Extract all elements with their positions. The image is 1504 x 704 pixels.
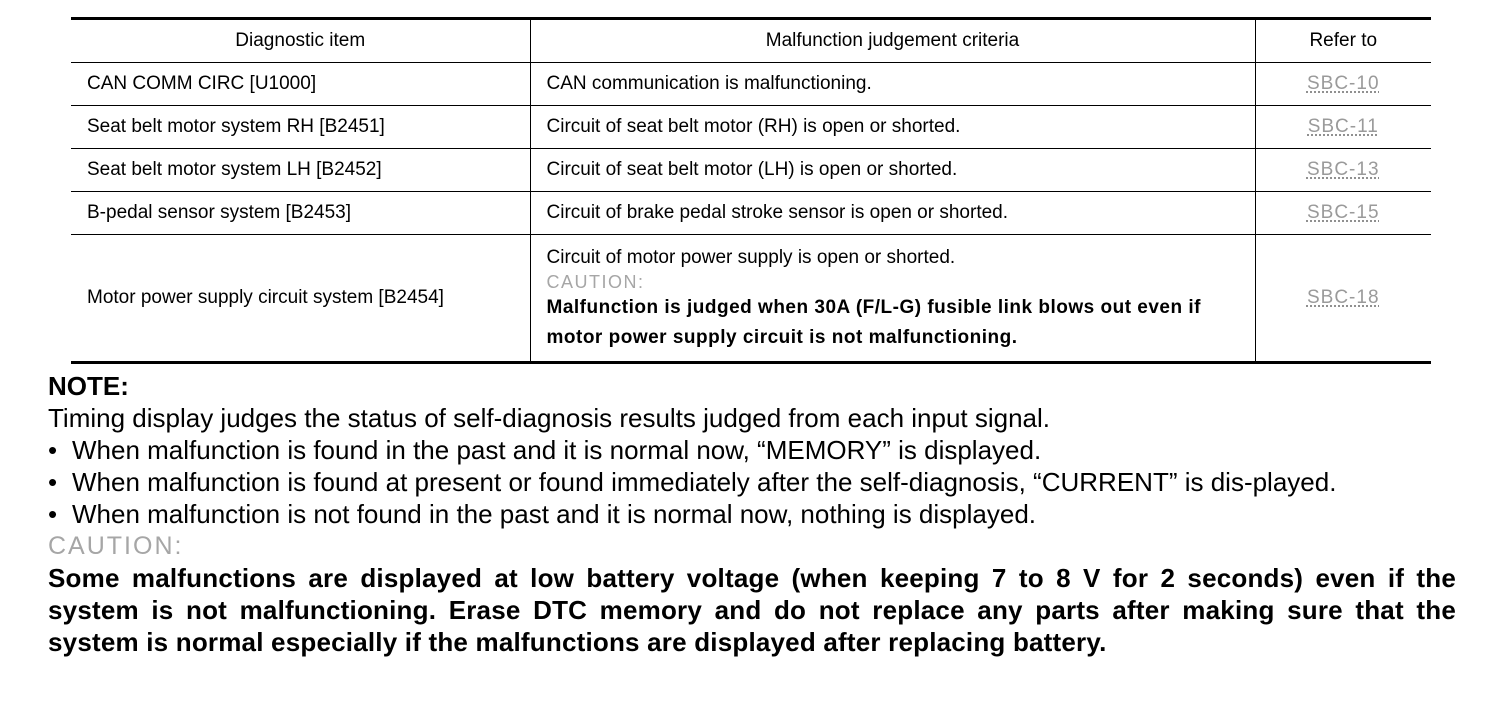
header-judgement-criteria: Malfunction judgement criteria [530, 19, 1255, 63]
caution-text: Some malfunctions are displayed at low battery voltage (when keeping 7 to 8 V for 2 seconds) even if the system is not malfunctioning. Erase DTC memory and do not replace any parts after making sure that the system is normal especially if the malfunctions are displayed after replacing battery. [48, 563, 1456, 657]
bullet-icon: • [48, 467, 58, 497]
bullet-text: When malfunction is not found in the past and it is normal now, nothing is displayed. [72, 499, 1037, 529]
refer-link[interactable]: SBC-15 [1306, 202, 1380, 223]
table-header-row [71, 19, 1431, 63]
table-caution-label: CAUTION: [546, 271, 645, 292]
diagnostic-item-cell: Seat belt motor system LH [B2452] [71, 149, 530, 192]
diagnostic-item-cell: Seat belt motor system RH [B2451] [71, 106, 530, 149]
refer-cell [1255, 192, 1431, 235]
note-intro: Timing display judges the status of self-diagnosis results judged from each input signal. [48, 403, 1051, 433]
criteria-cell: Circuit of seat belt motor (RH) is open or shorted. [530, 106, 1255, 149]
bullet-text: When malfunction is found at present or found immediately after the self-diagnosis, “CURRENT” is dis-played. [72, 467, 1337, 497]
table-row [71, 235, 1431, 363]
table-row [71, 106, 1431, 149]
criteria-cell [530, 235, 1255, 363]
diagnostic-table [71, 17, 1431, 364]
refer-link[interactable]: SBC-10 [1306, 73, 1380, 94]
refer-cell [1255, 149, 1431, 192]
notes-section [48, 370, 1456, 658]
criteria-cell: Circuit of brake pedal stroke sensor is open or shorted. [530, 192, 1255, 235]
note-bullet [48, 498, 1456, 530]
criteria-text: Circuit of motor power supply is open or shorted. [546, 246, 956, 268]
table-row [71, 192, 1431, 235]
refer-link[interactable]: SBC-18 [1306, 287, 1380, 308]
table-row [71, 63, 1431, 106]
note-bullet [48, 434, 1456, 466]
table-caution-text: Malfunction is judged when 30A (F/L-G) fusible link blows out even if motor power supply circuit is not malfunctioning. [546, 296, 1201, 348]
table-row [71, 149, 1431, 192]
note-bullet [48, 466, 1456, 498]
diagnostic-item-cell: Motor power supply circuit system [B2454] [71, 235, 530, 363]
diagnostic-item-cell: CAN COMM CIRC [U1000] [71, 63, 530, 106]
refer-cell [1255, 63, 1431, 106]
caution-heading: CAUTION: [48, 532, 184, 560]
diagnostic-item-cell: B-pedal sensor system [B2453] [71, 192, 530, 235]
criteria-cell: CAN communication is malfunctioning. [530, 63, 1255, 106]
criteria-cell: Circuit of seat belt motor (LH) is open or shorted. [530, 149, 1255, 192]
bullet-icon: • [48, 435, 58, 465]
refer-cell [1255, 106, 1431, 149]
bullet-icon: • [48, 499, 58, 529]
header-diagnostic-item: Diagnostic item [71, 19, 530, 63]
refer-link[interactable]: SBC-13 [1306, 159, 1380, 180]
header-refer-to: Refer to [1255, 19, 1431, 63]
refer-cell [1255, 235, 1431, 363]
refer-link[interactable]: SBC-11 [1307, 116, 1379, 137]
note-heading: NOTE: [48, 371, 129, 401]
bullet-text: When malfunction is found in the past and it is normal now, “MEMORY” is displayed. [72, 435, 1042, 465]
